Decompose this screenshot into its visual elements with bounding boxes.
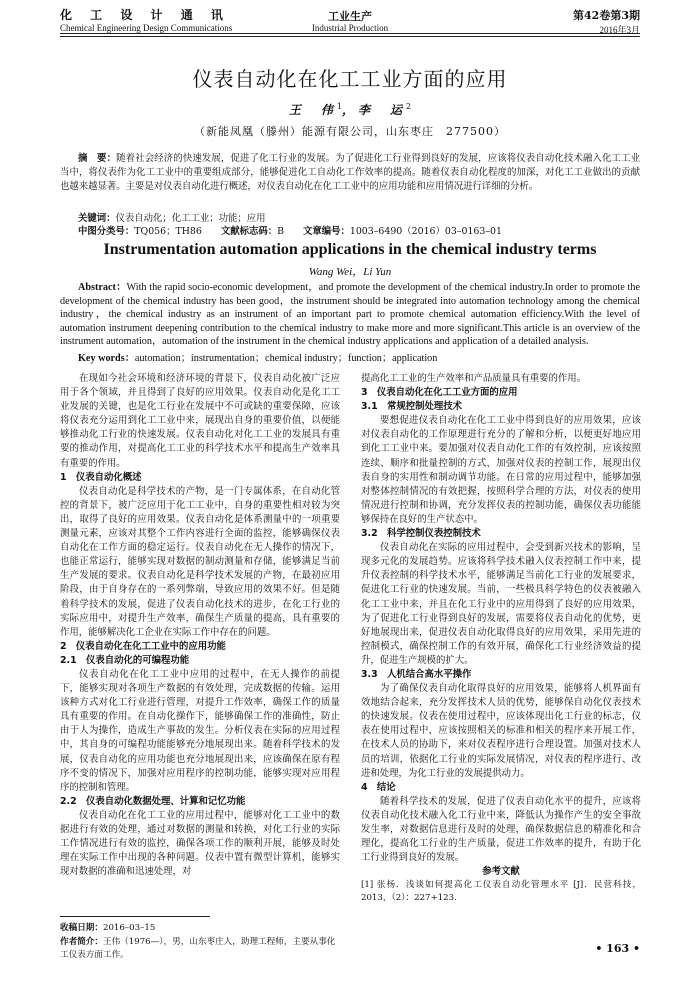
section-3-3-paragraph: 为了确保仪表自动化取得良好的应用效果，能够将人机界面有效地结合起来，充分发挥技术人员的优势，能够保自动化仪表技术的快速发展。仪表在使用过程中，应该体现出化工行业的标志，仪表在使用过程中，应该按照相关的标准和相关的程序来开展工作，在技术人员的协助下，来对仪表程序进行合理设置。加强对技术人员的培训，依据化工行业的实际发展情况，对仪表的程序进行、改进和处理，为化工行业的发展提供动力。 [361, 683, 641, 779]
author-1: 王 伟 [288, 103, 337, 117]
author-2: 李 运 [358, 103, 407, 117]
keywords-en-text: automation；instrumentation；chemical industry；function；application [134, 353, 438, 364]
continued-paragraph: 提高化工工业的生产效率和产品质量具有重要的作用。 [361, 373, 587, 384]
section-1-heading: 1 仪表自动化概述 [60, 471, 142, 483]
issue-date: 2016年3月 [599, 25, 640, 35]
section-2-heading: 2 仪表自动化在化工工业中的应用功能 [60, 640, 226, 652]
keywords-cn [78, 210, 266, 224]
header-rule-thin [60, 36, 640, 37]
abstract-en-label: Abstract： [78, 282, 127, 293]
section-title-cn: 工业生产 [328, 10, 372, 23]
authors-cn [0, 101, 700, 118]
authors-en: Wang Wei，Li Yun [308, 266, 392, 278]
header-rule-thick [60, 33, 640, 34]
abstract-cn [60, 152, 640, 194]
author-bio: 王伟（1976—），男，山东枣庄人，助理工程师，主要从事化工仪表方面工作。 [60, 936, 336, 960]
running-header [60, 4, 640, 44]
keywords-en-label: Key words： [78, 353, 135, 364]
author-1-affil-mark: 1 [336, 102, 342, 111]
article-title-en: Instrumentation automation applications in the chemical industry terms [103, 241, 597, 258]
abstract-en [60, 281, 640, 349]
body-column-right [361, 372, 641, 905]
keywords-en [78, 349, 437, 364]
references-heading: 参考文献 [482, 866, 520, 878]
section-3-2-heading: 3.2 科学控制仪表控制技术 [361, 528, 481, 540]
doc-code-label: 文献标志码： [220, 226, 278, 237]
section-4-heading: 4 结论 [361, 781, 396, 793]
section-2-1-heading: 2.1 仪表自动化的可编程功能 [60, 654, 190, 666]
doc-code: B [277, 226, 284, 237]
volume-issue: 第42卷第3期 [573, 9, 640, 22]
affiliation-cn: （新能凤凰（滕州）能源有限公司，山东枣庄 277500） [194, 125, 506, 138]
abstract-cn-label: 摘 要： [78, 153, 117, 164]
section-3-1-paragraph: 要想促进仪表自动化在化工工业中得到良好的应用效果，应该对仪表自动化的工作原理进行充分的了解和分析，以便更好地应用到化工工业中来。要加强对仪表自动化工作的有效控制，应该按照连续、顺序和批量控制的方式，加强对仪表的控制工作，展现出仪表自身的实用性和制动调节功能。在日常的应用过程中，能够加强对整体控制情况的有效把握，按照科学合理的方法，对仪表的使用情况进行控制和协调，充分发挥仪表的控制功能，确保仪表功能能够保持在良好的生产状态中。 [361, 415, 641, 525]
section-4-paragraph: 随着科学技术的发展，促进了仪表自动化水平的提升，应该将仪表自动化技术融入化工行业中来，降低认为操作产生的安全事故发生率，对数据信息进行及时的处理，确保数据信息的精准化和合理化，提高化工行业的生产质量，促进工作效率的提升，有助于化工行业得到良好的发展。 [361, 795, 641, 864]
journal-title-en: Chemical Engineering Design Communications [60, 23, 233, 33]
page-number: • 163 • [595, 942, 640, 955]
footnote [60, 922, 340, 963]
section-3-heading: 3 仪表自动化在化工工业方面的应用 [361, 387, 518, 399]
abstract-en-text: With the rapid socio-economic development，and promote the development of the chemical industry.In order to promote the development of the chemical industry has been good，the instrument should be integrated into automation technology among the chemical industry，the chemical industry as an instrument of an important part to promote chemical automation efficiency.With the level of automation instrument deepening contribution to the chemical industry to make more and more significant.This article is an overview of the instrument automation，automation of the instrument in the chemical industry applications and application of a detailed analysis. [60, 282, 640, 348]
article-title-cn: 仪表自动化在化工工业方面的应用 [192, 67, 508, 91]
section-3-3-heading: 3.3 人机结合高水平操作 [361, 668, 472, 680]
section-3-1-heading: 3.1 常规控制处理技术 [361, 401, 462, 413]
section-title-en: Industrial Production [311, 23, 389, 33]
classification-line [78, 223, 518, 237]
intro-paragraph: 在现如今社会环境和经济环境的背景下，仪表自动化被广泛应用于各个领域，并且得到了良好的应用效果。仪表自动化是化工工业发展的关键，也是化工行业在发展中不可或缺的重要保障，应该将仪表充分运用到化工工业中来，展现出自身的重要价值，以便能够推动化工行业的快速发展。仪表自动化对化工工业的发展具有重要的推动作用，对提高化工工业的科学技术水平和提高生产效率具有重要的作用。 [60, 373, 340, 469]
body-column-left [60, 372, 340, 879]
article-id-label: 文章编号： [302, 226, 350, 237]
section-2-2-paragraph: 仪表自动化在化工工业的应用过程中，能够对化工工业中的数据进行有效的处理，通过对数据的测量和转换，对化工行业的实际工作情况进行有效的监控，确保各项工作的顺利开展，能够及时处理在实际工作中出现的各种问题。仪表中置有微型计算机，能够实现对数据的准确和迅速处理，对 [60, 809, 340, 878]
author-2-affil-mark: 2 [406, 102, 412, 111]
section-2-2-heading: 2.2 仪表自动化数据处理、计算和记忆功能 [60, 795, 246, 807]
section-3-2-paragraph: 仪表自动化在实际的应用过程中，会受到新兴技术的影响，呈现多元化的发展趋势。应该将科学技术融入仪表控制工作中来，提升仪表控制的科学技术水平，能够满足当前化工行业的发展要求，促进化工行业的快速发展。当前，一些极具科学特色的仪表被融入化工工业中来，并且在化工行业中的应用得到了良好的应用效果，为了促进化工行业得到良好的发展，需要将仪表自动化的优势，更好地展现出来，促进仪表自动化取得良好的应用效果，采用先进的控制模式，确保控制工作的有效开展，确保化工行业经济效益的提升，促进生产规模的扩大。 [361, 542, 641, 666]
received-date: 2016–03–15 [102, 923, 156, 933]
keywords-cn-label: 关键词： [78, 213, 116, 224]
abstract-cn-text: 随着社会经济的快速发展，促进了化工行业的发展。为了促进化工行业得到良好的发展，应该将仪表自动化技术融入化工工业当中，将仪表作为化工工业中的重要组成部分，能够促进化工自动化工作效率的提高。随着仪表自动化程度的加深，对化工工业做出的贡献也越来越显著。主要是对仪表自动化进行概述，对仪表自动化在化工工业中的应用功能和应用情况进行详细的分析。 [60, 153, 640, 192]
clc-number: TQ056；TH86 [134, 226, 202, 237]
author-separator: ， [341, 103, 358, 117]
received-label: 收稿日期： [60, 923, 103, 933]
bio-label: 作者简介： [60, 936, 103, 947]
clc-label: 中图分类号： [78, 226, 135, 237]
keywords-cn-text: 仪表自动化；化工工业；功能；应用 [115, 213, 266, 224]
section-1-paragraph: 仪表自动化是科学技术的产物，是一门专属体系，在自动化管控的背景下，被广泛应用于化工工业中，自身的重要性相对较为突出，取得了良好的应用效果。仪表自动化是体系测量中的一项重要测量元素，应该对其整个工作内容进行全面的监控，能够确保仪表自动化在工作方面的稳定运行。仪表自动化在无人操作的情况下，也能正常运行，能够实现对数据的制动测量和存储，能够满足当前生产发展的要求。仪表自动化是科学技术发展的产物，在最初应用阶段，由于自身存在的一系列弊端，导致应用的效果不好。但是随着科学技术的发展，促进了仪表自动化技术的进步，在化工行业的实际应用中，对提升生产效率，确保生产质量的提高，具有重要的作用，能够解决化工企业在实际工作中存在的问题。 [60, 485, 340, 638]
reference-item: [1] 张杨．浅谈如何提高化工仪表自动化管理水平 [J]．民营科技，2013，（2）：227+123. [361, 880, 641, 904]
journal-title-cn: 化 工 设 计 通 讯 [60, 8, 230, 22]
article-id: 1003–6490（2016）03–0163–01 [349, 226, 502, 237]
footnote-rule [60, 916, 210, 917]
section-2-1-paragraph: 仪表自动化在化工工业中应用的过程中，在无人操作的前提下，能够实现对各项生产数据的有效处理，完成数据的传输。运用该种方式对化工行业进行管理，对提升工作效率，确保工作的质量具有重要的作用。在自动化操作下，能够确保工作的准确性，防止由于人为操作，造成生产事故的发生。分析仪表在实际的应用过程中，其自身的可编程功能能够充分地展现出来。随着科学技术的发展，仪表自动化的应用功能也充分地展现出来，应该确保在原有程序不变的情况下，加强对应用程序的控制功能，能够实现对应用程序的控制和管理。 [60, 668, 340, 793]
